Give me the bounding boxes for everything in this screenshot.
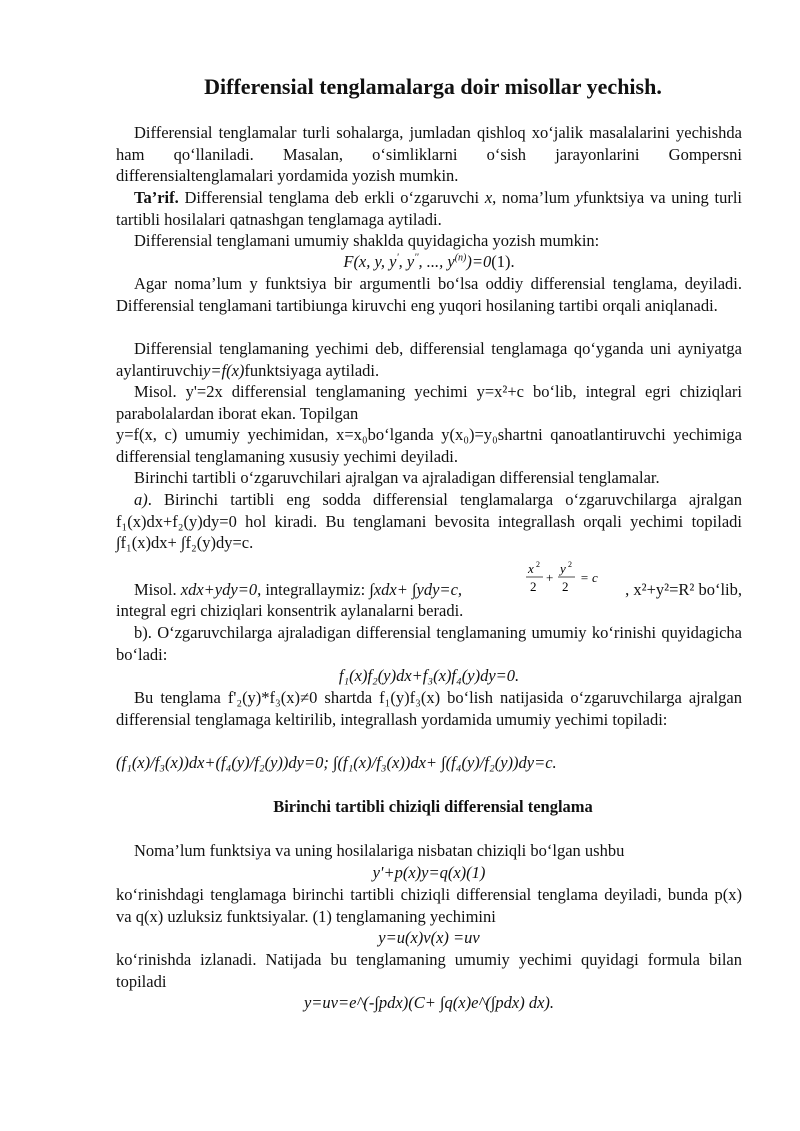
example-2-tail: , x²+y²=R² bo‘lib, [625, 580, 742, 599]
solution-definition-paragraph [116, 338, 742, 381]
eq-part: F(x, y, y [343, 252, 397, 271]
eq-part: )=0 [466, 252, 492, 271]
linear-equation [116, 862, 742, 884]
solution-def-eq: y=f(x) [203, 360, 245, 380]
part-b-eq-text: f₁(x)f₂(y)dx+f₃(x)f₄(y)dy=0. [338, 666, 520, 685]
solution-def-text-1: Differensial tenglamaning yechimi deb, differensial tenglamaga qo‘yganda uni ayniyatga aylantiruvchi [116, 339, 742, 380]
part-b-result [116, 752, 742, 774]
part-b-equation [116, 665, 742, 687]
fraction-svg [525, 558, 615, 598]
definition-var-x: x [484, 188, 493, 207]
frac-den-2: 2 [562, 579, 569, 594]
part-b-result-text: (f₁(x)/f₃(x))dx+(f₄(y)/f₂(y))dy=0; ∫(f₁(x)/f₃(x))dx+ ∫(f₄(y)/f₂(y))dy=c. [116, 753, 557, 772]
part-b-condition-paragraph: Bu tenglama f'₂(y)*f₃(x)≠0 shartda f₁(y)f₃(x) bo‘lish natijasida o‘zgaruvchilarga ajralgan differensial tenglamaga keltirilib, integrallash yordamida umumiy yechimi topiladi: [116, 688, 742, 729]
general-form-equation [116, 251, 742, 273]
example-2-text: , integrallaymiz: [257, 580, 370, 599]
section-subtitle: Birinchi tartibli chiziqli differensial tenglama [273, 797, 593, 816]
linear-definition: ko‘rinishdagi tenglamaga birinchi tartibli chiziqli differensial tenglama deyiladi, bunda p(x) va q(x) uzluksiz funktsiyalar. (1) tenglamaning yechimini [116, 885, 742, 926]
page-title: Differensial tenglamalarga doir misollar yechish. [204, 74, 662, 99]
part-a-label: a) [134, 490, 148, 509]
frac-y-exp: 2 [568, 560, 572, 569]
linear-final-text: y=uv=e^(-∫pdx)(C+ ∫q(x)e^(∫pdx) dx). [303, 993, 555, 1012]
example-2-eq1: xdx+ydy=0 [180, 580, 258, 599]
eq-part: , ..., y [418, 252, 455, 271]
definition-text-3: funktsiya va uning turli tartibli hosilalari qatnashgan tenglamaga aytiladi. [116, 188, 742, 229]
definition-var-y: y [575, 188, 583, 207]
example-2-line-1 [116, 579, 526, 601]
definition-text-2: , noma’lum [492, 188, 576, 207]
linear-eq-text: y'+p(x)y=q(x)(1) [372, 863, 486, 882]
eq-number: (1). [491, 252, 515, 271]
solution-def-text-2: funktsiyaga aytiladi. [244, 360, 380, 380]
definition-text-1: Differensial tenglama deb erkli o‘zgaruvchi [178, 188, 485, 207]
part-a-paragraph [116, 489, 742, 554]
frac-x-exp: 2 [536, 560, 540, 569]
frac-y: y [560, 561, 566, 576]
part-b-paragraph: b). O‘zgaruvchilarga ajraladigan differensial tenglamaning umumiy ko‘rinishi quyidagicha bo‘ladi: [116, 623, 742, 664]
general-form-intro: Differensial tenglamani umumiy shaklda quyidagicha yozish mumkin: [134, 231, 600, 250]
example-2-label: Misol. [134, 580, 181, 599]
eq-prime: ' [396, 252, 399, 264]
intro-paragraph: Differensial tenglamalar turli sohalarga, jumladan qishloq xo‘jalik masalalarini yechishda ham qo‘llaniladi. Masalan, o‘simliklarni o‘sish jarayonlarini Gompersni differensialtenglamalari yordamida yozish mumkin. [116, 123, 742, 185]
eq-superscript: (n) [454, 252, 467, 264]
definition-paragraph [116, 187, 742, 230]
frac-plus: + [546, 570, 554, 585]
example-1-line-1: Misol. y'=2x differensial tenglamaning yechimi y=x²+c bo‘lib, integral egri chiziqlari parabolalardan iborat ekan. Topilgan [116, 382, 742, 423]
eq-prime: '' [414, 252, 419, 264]
linear-result-intro: ko‘rinishda izlanadi. Natijada bu tenglamaning umumiy yechimi quyidagi formula bilan topiladi [116, 950, 742, 991]
eq-part: , y [398, 252, 415, 271]
linear-final-formula [116, 992, 742, 1014]
frac-den-1: 2 [530, 579, 537, 594]
example-2-eq2: ∫xdx+ ∫ydy=c, [369, 580, 463, 599]
frac-x: x [528, 561, 534, 576]
example-2-line-2: integral egri chiziqlari konsentrik aylanalarni beradi. [116, 601, 464, 620]
linear-intro: Noma’lum funktsiya va uning hosilalariga nisbatan chiziqli bo‘lgan ushbu [134, 841, 625, 860]
linear-substitution [116, 927, 742, 949]
ode-definition-paragraph: Agar noma’lum y funktsiya bir argumentli bo‘lsa oddiy differensial tenglama, deyiladi. Differensial tenglamani tartibiunga kiruvchi eng yuqori hosilaning tartibi orqali aniqlanadi. [116, 274, 742, 315]
fraction-equation [525, 558, 615, 598]
definition-label: Ta’rif. [134, 188, 179, 207]
linear-sub-text: y=u(x)v(x) =uv [378, 928, 480, 947]
example-1-line-2: y=f(x, c) umumiy yechimidan, x=x₀bo‘lganda y(x₀)=y₀shartni qanoatlantiruvchi yechimiga differensial tenglamaning xususiy yechimi deyiladi. [116, 425, 742, 466]
first-order-heading-text: Birinchi tartibli o‘zgaruvchilari ajralgan va ajraladigan differensial tenglamalar. [134, 468, 660, 487]
frac-eq-c: = c [580, 570, 598, 585]
part-a-text: . Birinchi tartibli eng sodda differensial tenglamalarga o‘zgaruvchilarga ajralgan f₁(x)dx+f₂(y)dy=0 hol kiradi. Bu tenglamani bevosita integrallash orqali yechimi topiladi ∫f₁(x)dx+ ∫f₂(y)dy=c. [116, 490, 742, 552]
